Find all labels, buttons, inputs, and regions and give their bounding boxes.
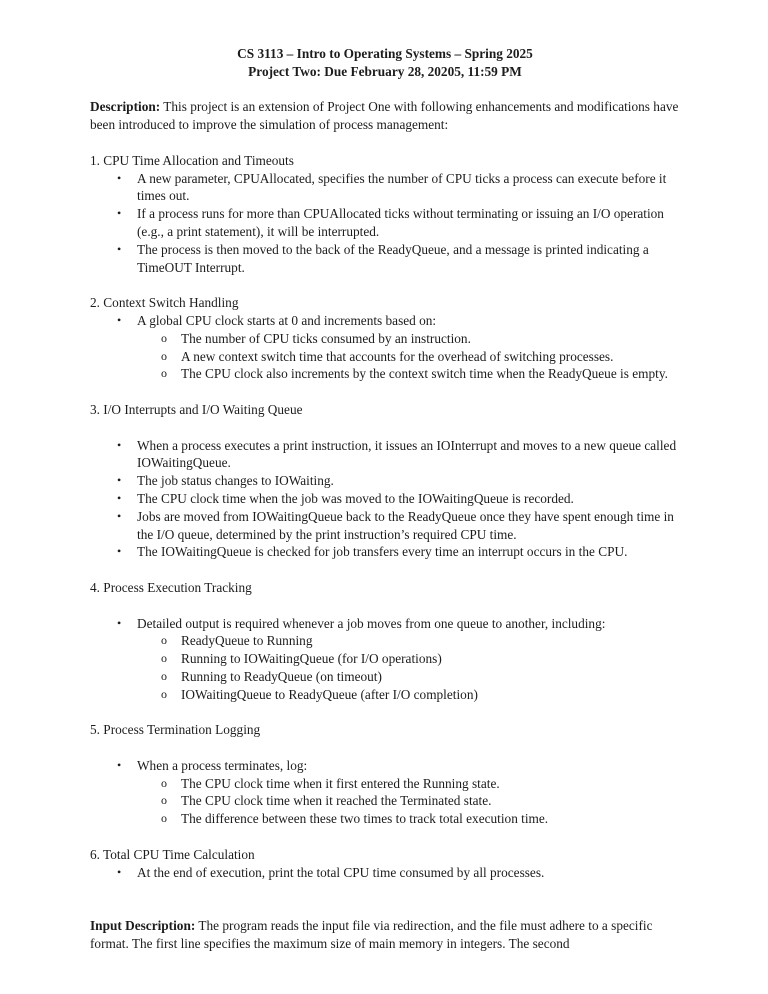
blank-line	[90, 81, 680, 99]
bullet-marker-icon: •	[117, 312, 122, 327]
section-heading: 6. Total CPU Time Calculation	[90, 846, 255, 862]
section-heading: 3. I/O Interrupts and I/O Waiting Queue	[90, 401, 303, 417]
bullet-marker-icon: •	[117, 437, 122, 452]
list-item-text: The CPU clock time when the job was moved to the IOWaitingQueue is recorded.	[137, 490, 574, 506]
document-body	[90, 45, 680, 953]
list-item-text: The process is then moved to the back of the ReadyQueue, and a message is printed indicating a TimeOUT Interrupt.	[137, 241, 649, 275]
sub-bullet-marker-icon: o	[161, 686, 167, 701]
sub-bullet-item	[90, 348, 680, 366]
sub-bullet-list	[90, 632, 680, 703]
sub-bullet-item	[90, 632, 680, 650]
bullet-list	[90, 864, 680, 882]
list-item-text: The CPU clock time when it reached the Terminated state.	[181, 793, 492, 809]
bullet-item	[90, 508, 680, 544]
bullet-marker-icon: •	[117, 170, 122, 185]
bullet-item	[90, 864, 680, 882]
sub-bullet-marker-icon: o	[161, 668, 167, 683]
bullet-item	[90, 170, 680, 206]
section-heading: 1. CPU Time Allocation and Timeouts	[90, 152, 294, 168]
list-item-text: IOWaitingQueue to ReadyQueue (after I/O completion)	[181, 686, 478, 702]
bullet-list	[90, 757, 680, 775]
list-item-text: If a process runs for more than CPUAllocated ticks without terminating or issuing an I/O operation (e.g., a print statement), it will be interrupted.	[137, 206, 664, 239]
bullet-item	[90, 615, 680, 633]
blank-line	[90, 597, 680, 615]
paragraph-text: This project is an extension of Project One with following enhancements and modifications have been introduced to improve the simulation of process management:	[90, 99, 679, 133]
list-item-text: The difference between these two times to track total execution time.	[181, 811, 549, 827]
list-item-text: Running to ReadyQueue (on timeout)	[181, 668, 382, 684]
paragraph	[90, 98, 680, 134]
sub-bullet-marker-icon: o	[161, 651, 167, 666]
blank-line	[90, 881, 680, 899]
blank-line	[90, 134, 680, 152]
sub-bullet-marker-icon: o	[161, 348, 167, 363]
sub-bullet-item	[90, 365, 680, 383]
list-item-text: When a process executes a print instruction, it issues an IOInterrupt and moves to a new queue called IOWaitingQueue.	[137, 437, 677, 471]
sub-bullet-item	[90, 330, 680, 348]
sub-bullet-marker-icon: o	[161, 366, 167, 381]
bullet-marker-icon: •	[117, 864, 122, 879]
blank-line	[90, 383, 680, 401]
list-item-text: Running to IOWaitingQueue (for I/O operations)	[181, 651, 442, 667]
list-item-text: A global CPU clock starts at 0 and increments based on:	[137, 312, 437, 328]
list-item-text: A new context switch time that accounts for the overhead of switching processes.	[181, 348, 614, 364]
bullet-list	[90, 312, 680, 330]
sub-bullet-list	[90, 775, 680, 828]
list-item-text: The number of CPU ticks consumed by an instruction.	[181, 330, 471, 346]
bullet-marker-icon: •	[117, 206, 122, 221]
blank-line	[90, 739, 680, 757]
paragraph	[90, 917, 680, 953]
blank-line	[90, 828, 680, 846]
sub-bullet-list	[90, 330, 680, 383]
bullet-marker-icon: •	[117, 615, 122, 630]
list-item-text: The CPU clock time when it first entered the Running state.	[181, 775, 500, 791]
sub-bullet-marker-icon: o	[161, 775, 167, 790]
section-heading: 4. Process Execution Tracking	[90, 579, 252, 595]
bullet-item	[90, 472, 680, 490]
list-item-text: Detailed output is required whenever a job moves from one queue to another, including:	[137, 615, 606, 631]
document-title-line: CS 3113 – Intro to Operating Systems – Spring 2025	[237, 46, 533, 61]
bullet-item	[90, 241, 680, 277]
bullet-list	[90, 615, 680, 633]
bullet-marker-icon: •	[117, 473, 122, 488]
list-item-text: At the end of execution, print the total CPU time consumed by all processes.	[137, 864, 545, 880]
sub-bullet-item	[90, 810, 680, 828]
paragraph-lead: Description:	[90, 99, 161, 115]
bullet-list	[90, 437, 680, 562]
bullet-item	[90, 490, 680, 508]
bullet-item	[90, 205, 680, 241]
sub-bullet-marker-icon: o	[161, 633, 167, 648]
list-item-text: The job status changes to IOWaiting.	[137, 473, 334, 489]
sub-bullet-item	[90, 650, 680, 668]
blank-line	[90, 899, 680, 917]
bullet-item	[90, 543, 680, 561]
list-item-text: ReadyQueue to Running	[181, 633, 313, 649]
sub-bullet-item	[90, 686, 680, 704]
bullet-marker-icon: •	[117, 508, 122, 523]
bullet-list	[90, 170, 680, 277]
sub-bullet-marker-icon: o	[161, 793, 167, 808]
list-item-text: The IOWaitingQueue is checked for job transfers every time an interrupt occurs in the CPU.	[137, 544, 628, 560]
list-item-text: When a process terminates, log:	[137, 757, 308, 773]
bullet-marker-icon: •	[117, 757, 122, 772]
document-title-line: Project Two: Due February 28, 20205, 11:59 PM	[248, 63, 522, 79]
bullet-marker-icon: •	[117, 241, 122, 256]
bullet-marker-icon: •	[117, 490, 122, 505]
sub-bullet-marker-icon: o	[161, 330, 167, 345]
bullet-item	[90, 437, 680, 473]
blank-line	[90, 276, 680, 294]
paragraph-text: The program reads the input file via redirection, and the file must adhere to a specific format. The first line specifies the maximum size of main memory in integers. The second	[90, 918, 653, 951]
paragraph-lead: Input Description:	[90, 918, 196, 934]
bullet-marker-icon: •	[117, 544, 122, 559]
sub-bullet-item	[90, 668, 680, 686]
bullet-item	[90, 312, 680, 330]
section-heading: 5. Process Termination Logging	[90, 722, 261, 738]
list-item-text: The CPU clock also increments by the context switch time when the ReadyQueue is empty.	[181, 366, 668, 382]
section-heading: 2. Context Switch Handling	[90, 295, 239, 311]
list-item-text: A new parameter, CPUAllocated, specifies the number of CPU ticks a process can execute before it times out.	[137, 170, 667, 204]
sub-bullet-item	[90, 792, 680, 810]
blank-line	[90, 561, 680, 579]
blank-line	[90, 703, 680, 721]
sub-bullet-marker-icon: o	[161, 811, 167, 826]
list-item-text: Jobs are moved from IOWaitingQueue back to the ReadyQueue once they have spent enough time in the I/O queue, determined by the print instruction’s required CPU time.	[137, 508, 674, 542]
bullet-item	[90, 757, 680, 775]
sub-bullet-item	[90, 775, 680, 793]
blank-line	[90, 419, 680, 437]
